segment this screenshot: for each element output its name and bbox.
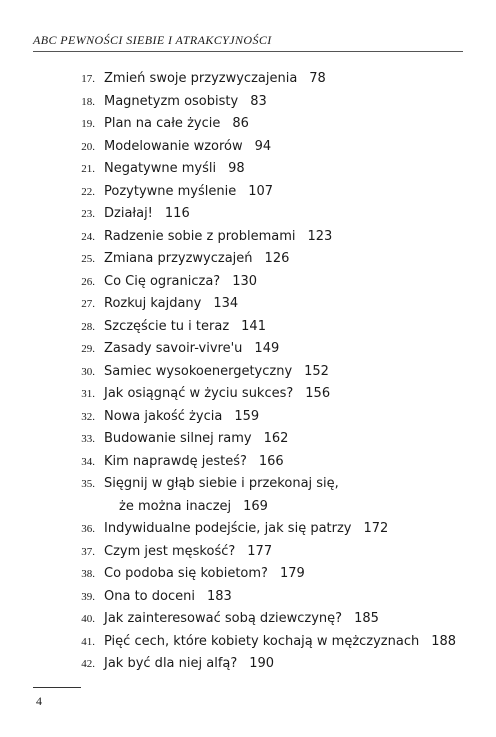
toc-entry-title-line (104, 541, 272, 564)
toc-entry (0, 293, 496, 316)
toc-entry-page: 94 (254, 138, 272, 154)
toc-entry-number: 18. (81, 95, 95, 108)
toc-entry (0, 136, 496, 159)
toc-entry-number: 39. (81, 590, 95, 603)
toc-entry-page: 159 (234, 408, 260, 424)
toc-entry-title: Kim naprawdę jesteś? (104, 453, 247, 469)
toc-entry-title-line (104, 428, 288, 451)
toc-entry (0, 226, 496, 249)
toc-entry (0, 653, 496, 676)
toc-entry-title-line (104, 91, 267, 114)
toc-entry-title-line (104, 113, 249, 136)
toc-entry-title-line (104, 203, 190, 226)
toc-entry-title: Co Cię ogranicza? (104, 273, 221, 289)
toc-entry-title-line (104, 608, 379, 631)
toc-entry (0, 338, 496, 361)
toc-entry (0, 361, 496, 384)
toc-entry-title: Negatywne myśli (104, 161, 217, 176)
toc-entry-number: 36. (81, 523, 95, 535)
toc-entry-page: 107 (248, 183, 274, 199)
toc-entry-number: 34. (81, 455, 95, 468)
toc-entry (0, 406, 496, 429)
toc-entry (0, 181, 496, 204)
toc-entry-title-continued: że można inaczej (119, 498, 232, 514)
toc-entry-title: Jak zainteresować sobą dziewczynę? (104, 611, 343, 626)
toc-entry-page: 156 (305, 386, 331, 401)
toc-entry-title-line (104, 226, 332, 249)
toc-entry-number: 29. (81, 343, 95, 355)
toc-entry-title-line (104, 361, 329, 384)
toc-entry-number: 23. (81, 208, 95, 220)
toc-entry-title-line (104, 586, 232, 609)
toc-entry-page: 152 (304, 363, 329, 379)
toc-entry (0, 428, 496, 451)
toc-entry-title-line (104, 181, 273, 204)
footer-divider (33, 687, 81, 688)
toc-entry-page: 123 (307, 228, 333, 244)
toc-entry (0, 518, 496, 541)
toc-entry (0, 563, 496, 586)
toc-entry-page: 190 (249, 656, 275, 671)
toc-entry-title-line (104, 158, 245, 181)
toc-entry (0, 271, 496, 294)
toc-entry-title: Ona to doceni (104, 588, 195, 604)
toc-entry-number: 30. (81, 365, 95, 378)
toc-entry-number: 40. (81, 613, 95, 625)
toc-entry-number: 19. (81, 118, 95, 130)
toc-entry (0, 158, 496, 181)
toc-entry-title: Co podoba się kobietom? (104, 566, 268, 581)
toc-entry-title: Modelowanie wzorów (104, 138, 243, 154)
toc-entry-title-line (104, 518, 388, 541)
toc-entry-page: 177 (247, 543, 273, 559)
toc-entry (0, 248, 496, 271)
toc-entry-title: Jak być dla niej alfą? (104, 656, 238, 671)
toc-entry-title: Samiec wysokoenergetyczny (104, 363, 293, 379)
toc-entry-title: Jak osiągnąć w życiu sukces? (104, 386, 294, 401)
toc-entry-title-line (104, 248, 289, 271)
toc-entry-number: 37. (81, 545, 95, 558)
running-header: ABC PEWNOŚCI SIEBIE I ATRAKCYJNOŚCI (33, 33, 463, 52)
toc-entry (0, 586, 496, 609)
toc-entry-title: Szczęście tu i teraz (104, 318, 230, 334)
toc-entry-page: 149 (254, 341, 280, 356)
toc-entry-title: Działaj! (104, 206, 153, 221)
toc-entry-number: 21. (81, 163, 95, 175)
toc-entry-title: Budowanie silnej ramy (104, 431, 252, 446)
toc-entry-page: 183 (206, 588, 232, 604)
toc-entry-title-line (104, 338, 279, 361)
toc-entry (0, 383, 496, 406)
toc-entry-title: Nowa jakość życia (104, 408, 223, 424)
toc-entry-number: 42. (81, 658, 95, 670)
toc-entry-title-line (104, 271, 257, 294)
toc-entry-number: 38. (81, 568, 95, 580)
toc-entry-page: 172 (363, 521, 389, 536)
toc-entry-page: 116 (164, 206, 190, 221)
toc-entry-title: Zmień swoje przyzwyczajenia (104, 71, 298, 86)
toc-entry-page: 78 (309, 71, 326, 86)
toc-entry-page: 126 (264, 251, 290, 266)
toc-entry-number: 31. (81, 388, 95, 400)
toc-entry-number: 17. (81, 73, 95, 85)
toc-entry-title-line (104, 451, 284, 474)
toc-entry-page: 162 (263, 431, 289, 446)
toc-entry-page: 179 (279, 566, 305, 581)
toc-entry-number: 24. (81, 230, 95, 243)
toc-entry-page: 185 (354, 611, 379, 626)
toc-entry-title-line (104, 68, 326, 91)
toc-entry-title-line (104, 293, 238, 316)
toc-entry-title: Czym jest męskość? (104, 543, 236, 559)
toc-entry-title: Radzenie sobie z problemami (104, 228, 296, 244)
toc-entry (0, 631, 496, 654)
toc-entry-title-line (119, 496, 268, 519)
toc-entry-title: Zmiana przyzwyczajeń (104, 251, 253, 266)
toc-entry-number: 41. (81, 635, 95, 648)
toc-entry-title: Pozytywne myślenie (104, 183, 237, 199)
toc-entry-title-line (104, 136, 271, 159)
toc-entry-number: 25. (81, 253, 95, 265)
toc-entry (0, 68, 496, 91)
toc-entry-number: 20. (81, 140, 95, 153)
toc-entry-page: 130 (232, 273, 258, 289)
toc-entry-number: 32. (81, 410, 95, 423)
toc-entry-title-line (104, 653, 274, 676)
toc-entry-title: Indywidualne podejście, jak się patrzy (104, 521, 352, 536)
toc-entry-page: 141 (241, 318, 266, 334)
toc-entry-title-line (104, 631, 456, 654)
toc-entry-title: Plan na całe życie (104, 116, 221, 131)
toc-entry-number: 28. (81, 320, 95, 333)
toc-entry-number: 26. (81, 275, 95, 288)
toc-entry-title-line (104, 316, 266, 339)
toc-entry (0, 113, 496, 136)
toc-entry-title-line (104, 383, 330, 406)
toc-entry (0, 451, 496, 474)
toc-entry-page: 83 (250, 93, 267, 109)
toc-entry-number: 35. (81, 478, 95, 490)
toc-entry-page: 188 (431, 633, 457, 649)
toc-entry-page: 86 (232, 116, 249, 131)
toc-entry (0, 608, 496, 631)
toc-entry (0, 473, 496, 518)
toc-entry-page: 98 (228, 161, 245, 176)
toc-entry-page: 166 (258, 453, 284, 469)
toc-entry (0, 541, 496, 564)
toc-entry-title: Rozkuj kajdany (104, 296, 202, 311)
toc-entry-title-line (104, 406, 259, 429)
toc-entry-title-line (104, 563, 305, 586)
toc-entry-title-line (104, 473, 339, 496)
toc-entry-title: Pięć cech, które kobiety kochają w mężczyznach (104, 633, 420, 649)
toc-entry-number: 27. (81, 298, 95, 310)
toc-entry (0, 91, 496, 114)
toc-entry (0, 203, 496, 226)
table-of-contents (0, 68, 496, 676)
page-number: 4 (36, 694, 42, 708)
toc-entry-title: Sięgnij w głąb siebie i przekonaj się, (104, 476, 339, 491)
toc-entry-title: Zasady savoir-vivre'u (104, 341, 243, 356)
toc-entry-title: Magnetyzm osobisty (104, 93, 239, 109)
toc-entry-number: 33. (81, 433, 95, 445)
toc-entry-page: 134 (213, 296, 239, 311)
toc-entry-number: 22. (81, 185, 95, 198)
toc-entry-page: 169 (243, 498, 268, 514)
toc-entry (0, 316, 496, 339)
